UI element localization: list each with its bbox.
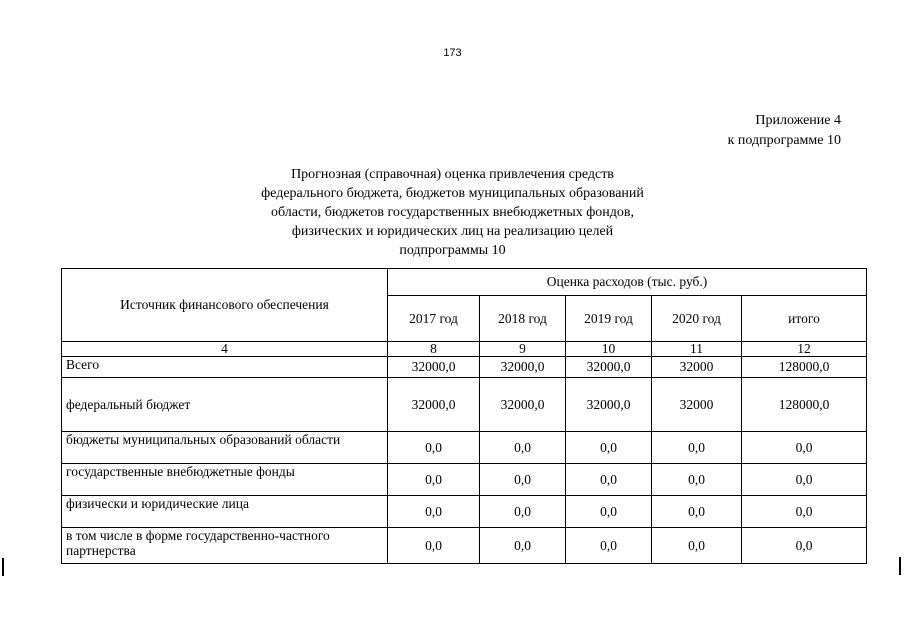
column-number: 11 xyxy=(652,342,742,357)
title-line: федерального бюджета, бюджетов муниципальных образований xyxy=(261,186,644,201)
column-number: 9 xyxy=(480,342,566,357)
column-number: 4 xyxy=(62,342,388,357)
cell-value: 0,0 xyxy=(566,496,652,528)
cell-value: 128000,0 xyxy=(742,357,867,378)
cell-value: 32000,0 xyxy=(566,378,652,432)
cell-value: 0,0 xyxy=(480,528,566,564)
cell-value: 0,0 xyxy=(742,464,867,496)
appendix-line-1: Приложение 4 xyxy=(755,113,841,128)
cell-value: 0,0 xyxy=(566,464,652,496)
table-row xyxy=(62,357,867,378)
cell-value: 32000,0 xyxy=(480,378,566,432)
cell-value: 0,0 xyxy=(566,528,652,564)
row-source: Всего xyxy=(62,357,388,378)
cell-value: 0,0 xyxy=(652,528,742,564)
title-line: Прогнозная (справочная) оценка привлечения средств xyxy=(291,167,614,182)
header-year-2019: 2019 год xyxy=(566,296,652,342)
cell-value: 0,0 xyxy=(742,496,867,528)
column-number: 12 xyxy=(742,342,867,357)
row-source: физически и юридические лица xyxy=(62,496,388,528)
header-year-2020: 2020 год xyxy=(652,296,742,342)
funding-table xyxy=(61,268,867,564)
table-row xyxy=(62,378,867,432)
cell-value: 32000,0 xyxy=(388,378,480,432)
cell-value: 0,0 xyxy=(652,496,742,528)
scan-edge-mark-right xyxy=(899,557,901,575)
cell-value: 0,0 xyxy=(566,432,652,464)
cell-value: 0,0 xyxy=(480,432,566,464)
title-line: подпрограммы 10 xyxy=(399,243,506,258)
column-number: 10 xyxy=(566,342,652,357)
header-year-2017: 2017 год xyxy=(388,296,480,342)
table-row xyxy=(62,432,867,464)
cell-value: 128000,0 xyxy=(742,378,867,432)
row-source: бюджеты муниципальных образований области xyxy=(62,432,388,464)
cell-value: 0,0 xyxy=(742,528,867,564)
header-expense-estimate: Оценка расходов (тыс. руб.) xyxy=(388,269,867,296)
row-source: государственные внебюджетные фонды xyxy=(62,464,388,496)
appendix-label xyxy=(728,111,841,151)
cell-value: 0,0 xyxy=(480,464,566,496)
cell-value: 32000,0 xyxy=(566,357,652,378)
cell-value: 0,0 xyxy=(388,464,480,496)
cell-value: 32000 xyxy=(652,378,742,432)
scan-edge-mark-left xyxy=(2,558,4,576)
header-total: итого xyxy=(742,296,867,342)
cell-value: 0,0 xyxy=(388,528,480,564)
column-number: 8 xyxy=(388,342,480,357)
cell-value: 32000 xyxy=(652,357,742,378)
header-year-2018: 2018 год xyxy=(480,296,566,342)
row-source: федеральный бюджет xyxy=(62,378,388,432)
appendix-line-2: к подпрограмме 10 xyxy=(727,133,841,148)
cell-value: 0,0 xyxy=(388,496,480,528)
table-row xyxy=(62,528,867,564)
title-line: области, бюджетов государственных внебюджетных фондов, xyxy=(270,205,635,220)
header-source: Источник финансового обеспечения xyxy=(62,269,388,342)
table-row xyxy=(62,496,867,528)
cell-value: 32000,0 xyxy=(388,357,480,378)
table-row xyxy=(62,464,867,496)
column-number-row xyxy=(62,342,867,357)
row-source: в том числе в форме государственно-частного партнерства xyxy=(62,528,388,564)
cell-value: 0,0 xyxy=(652,464,742,496)
cell-value: 0,0 xyxy=(388,432,480,464)
page-number: 173 xyxy=(443,47,462,59)
cell-value: 0,0 xyxy=(480,496,566,528)
table-header-row xyxy=(62,269,867,296)
document-title xyxy=(200,165,705,260)
cell-value: 32000,0 xyxy=(480,357,566,378)
cell-value: 0,0 xyxy=(742,432,867,464)
title-line: физических и юридических лиц на реализацию целей xyxy=(291,224,614,239)
cell-value: 0,0 xyxy=(652,432,742,464)
